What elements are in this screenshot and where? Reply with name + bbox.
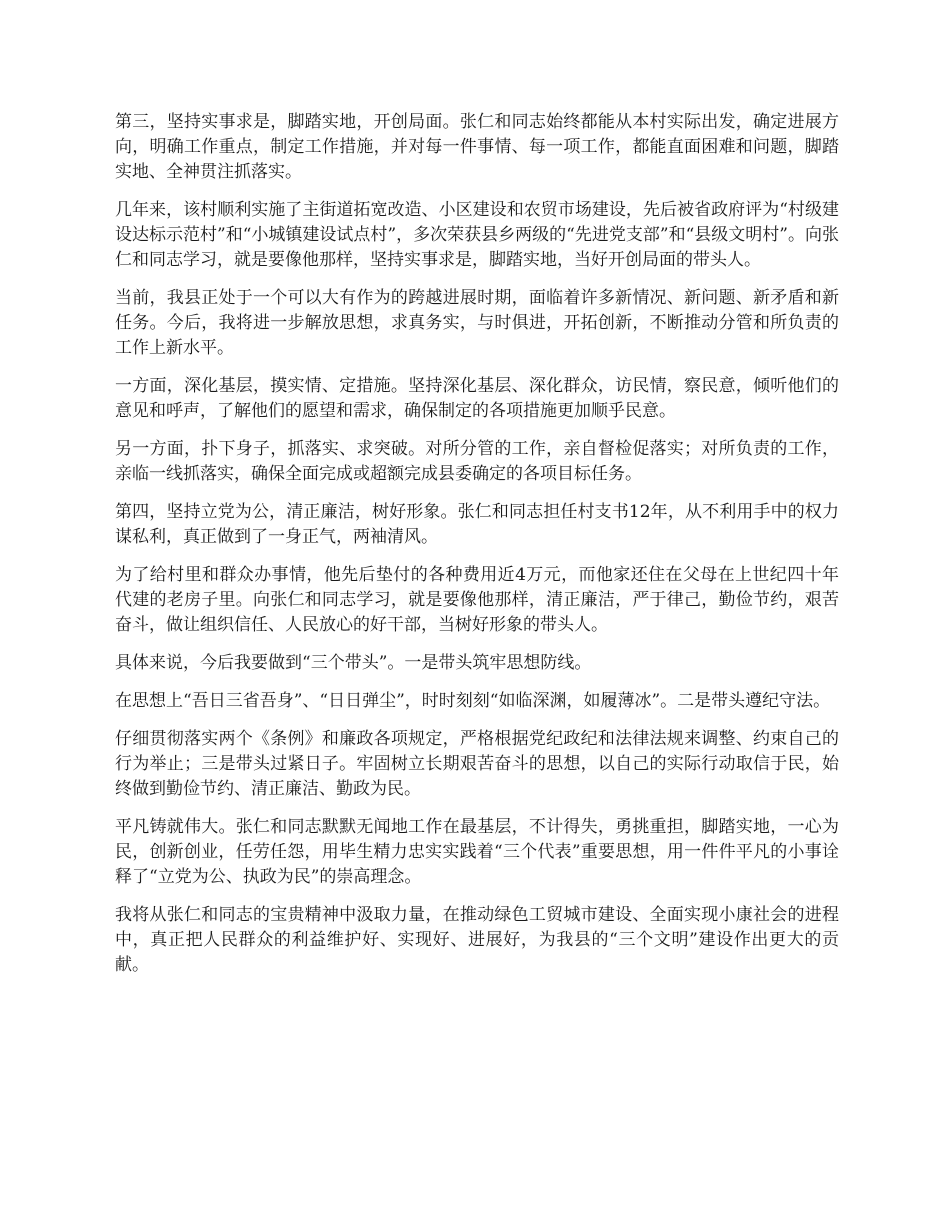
paragraph-12: 我将从张仁和同志的宝贵精神中汲取力量，在推动绿色工贸城市建设、全面实现小康社会的进程中，真正把人民群众的利益维护好、实现好、进展好，为我县的“三个文明”建设作出更大的贡献。 <box>115 905 839 975</box>
paragraph-1: 第三，坚持实事求是，脚踏实地，开创局面。张仁和同志始终都能从本村实际出发，确定进展方向，明确工作重点，制定工作措施，并对每一件事情、每一项工作，都能直面困难和问题，脚踏实地、全神贯注抓落实。 <box>115 112 839 182</box>
paragraph-10: 仔细贯彻落实两个《条例》和廉政各项规定，严格根据党纪政纪和法律法规来调整、约束自己的行为举止；三是带头过紧日子。牢固树立长期艰苦奋斗的思想，以自己的实际行动取信于民，始终做到勤俭节约、清正廉洁、勤政为民。 <box>115 729 839 799</box>
paragraph-6: 第四，坚持立党为公，清正廉洁，树好形象。张仁和同志担任村支书12年，从不利用手中的权力谋私利，真正做到了一身正气，两袖清风。 <box>115 502 839 547</box>
paragraph-5: 另一方面，扑下身子，抓落实、求突破。对所分管的工作，亲自督检促落实；对所负责的工作，亲临一线抓落实，确保全面完成或超额完成县委确定的各项目标任务。 <box>115 439 839 484</box>
paragraph-11: 平凡铸就伟大。张仁和同志默默无闻地工作在最基层，不计得失，勇挑重担，脚踏实地，一心为民，创新创业，任劳任怨，用毕生精力忠实实践着“三个代表”重要思想，用一件件平凡的小事诠释了“立党为公、执政为民”的崇高理念。 <box>115 817 839 887</box>
paragraph-2: 几年来，该村顺利实施了主街道拓宽改造、小区建设和农贸市场建设，先后被省政府评为“村级建设达标示范村”和“小城镇建设试点村”，多次荣获县乡两级的“先进党支部”和“县级文明村”。向张仁和同志学习，就是要像他那样，坚持实事求是，脚踏实地，当好开创局面的带头人。 <box>115 200 839 270</box>
paragraph-8: 具体来说，今后我要做到“三个带头”。一是带头筑牢思想防线。 <box>115 653 592 673</box>
document-body <box>115 110 839 991</box>
paragraph-4: 一方面，深化基层，摸实情、定措施。坚持深化基层、深化群众，访民情，察民意，倾听他们的意见和呼声，了解他们的愿望和需求，确保制定的各项措施更加顺乎民意。 <box>115 376 839 421</box>
paragraph-9: 在思想上“吾日三省吾身”、“日日弹尘”，时时刻刻“如临深渊，如履薄冰”。二是带头遵纪守法。 <box>115 691 831 711</box>
paragraph-7: 为了给村里和群众办事情，他先后垫付的各种费用近4万元，而他家还住在父母在上世纪四十年代建的老房子里。向张仁和同志学习，就是要像他那样，清正廉洁，严于律己，勤俭节约，艰苦奋斗，做让组织信任、人民放心的好干部，当树好形象的带头人。 <box>115 565 839 635</box>
paragraph-3: 当前，我县正处于一个可以大有作为的跨越进展时期，面临着许多新情况、新问题、新矛盾和新任务。今后，我将进一步解放思想，求真务实，与时俱进，开拓创新，不断推动分管和所负责的工作上新水平。 <box>115 288 839 358</box>
